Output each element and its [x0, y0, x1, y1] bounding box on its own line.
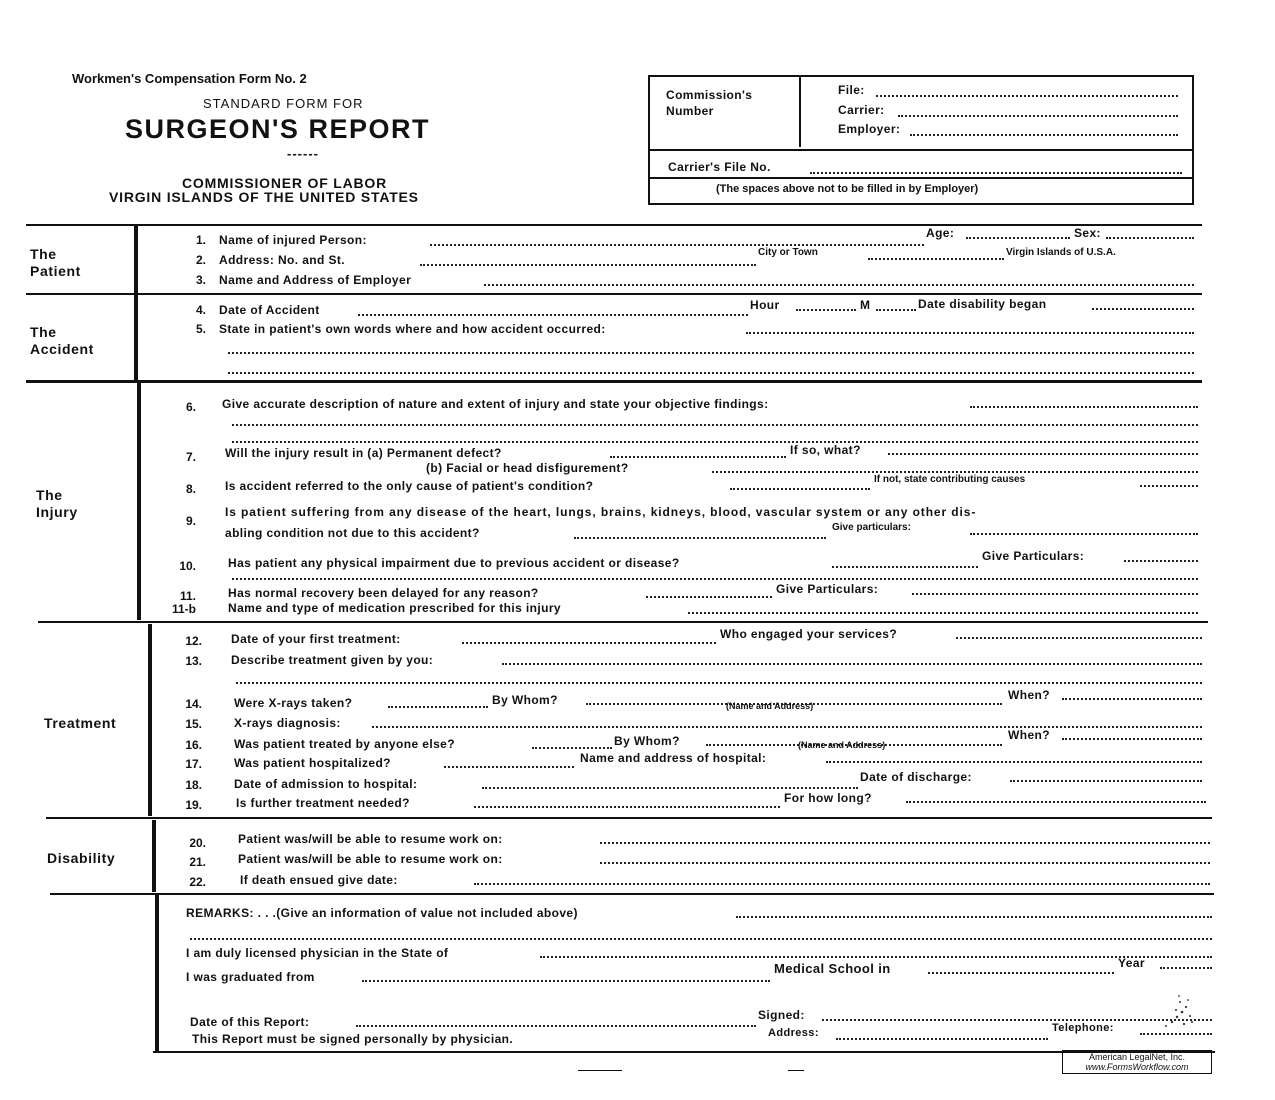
- treated-when-label: When?: [1008, 728, 1050, 742]
- item-number: 8.: [185, 482, 196, 496]
- xrays-taken-label: Were X-rays taken?: [234, 696, 353, 710]
- standard-form-for: STANDARD FORM FOR: [203, 96, 364, 111]
- discharge-date-label: Date of discharge:: [860, 770, 972, 784]
- title-dashes: ------: [287, 146, 319, 161]
- divider-accident: [26, 380, 1202, 383]
- must-sign-note: This Report must be signed personally by physician.: [192, 1032, 514, 1046]
- xrays-diagnosis-field[interactable]: [372, 726, 1202, 728]
- treated-else-label: Was patient treated by anyone else?: [234, 737, 455, 751]
- resume-work-field[interactable]: [600, 842, 1210, 844]
- divider-treatment: [46, 817, 1212, 819]
- carrier-file-no-field[interactable]: [810, 172, 1182, 174]
- treated-by-whom-label: By Whom?: [614, 734, 680, 748]
- section-accident-label: The Accident: [30, 324, 94, 357]
- permanent-defect-field[interactable]: [610, 456, 786, 458]
- bottom-mark: [578, 1070, 622, 1071]
- treatment-given-line-2[interactable]: [236, 682, 1202, 684]
- disease-label: Is patient suffering from any disease of the heart, lungs, brains, kidneys, blood, vascular system or any other dis-: [225, 505, 977, 519]
- city-label: City or Town: [758, 247, 818, 258]
- age-label: Age:: [926, 226, 955, 240]
- disfigurement-field[interactable]: [712, 471, 1198, 473]
- resume-work-2-label: Patient was/will be able to resume work on:: [238, 852, 503, 866]
- sex-label: Sex:: [1074, 226, 1101, 240]
- who-engaged-label: Who engaged your services?: [720, 627, 898, 641]
- section-treatment-label: Treatment: [44, 715, 117, 731]
- divider-bottom: [153, 1051, 1215, 1053]
- injured-person-label: Name of injured Person:: [219, 233, 367, 247]
- item-number: 7.: [185, 450, 196, 464]
- virgin-islands-label: VIRGIN ISLANDS OF THE UNITED STATES: [109, 189, 419, 205]
- xrays-diagnosis-label: X-rays diagnosis:: [234, 716, 341, 730]
- item-number: 16.: [185, 738, 202, 752]
- remarks-field[interactable]: [736, 916, 1212, 918]
- item-number: 10.: [179, 559, 196, 573]
- accident-description-label: State in patient's own words where and how accident occurred:: [219, 322, 606, 336]
- hospitalized-label: Was patient hospitalized?: [234, 756, 391, 770]
- employer-field[interactable]: [910, 134, 1178, 136]
- hour-label: Hour: [750, 298, 780, 312]
- divider-disability: [50, 893, 1214, 895]
- injury-description-line-3[interactable]: [232, 441, 1198, 443]
- only-cause-label: Is accident referred to the only cause of patient's condition?: [225, 479, 594, 493]
- employer-label: Employer:: [838, 122, 901, 136]
- item-number: 6.: [185, 400, 196, 414]
- city-field[interactable]: [868, 258, 1004, 260]
- death-date-field[interactable]: [474, 883, 1210, 885]
- disability-began-label: Date disability began: [918, 297, 1047, 311]
- telephone-label: Telephone:: [1052, 1022, 1114, 1034]
- date-of-report-field[interactable]: [356, 1025, 756, 1027]
- item-number: 11-b: [171, 602, 196, 616]
- commissioner-label: COMMISSIONER OF LABOR: [182, 175, 388, 191]
- hospitalized-field[interactable]: [444, 766, 574, 768]
- particulars-10-label: Give Particulars:: [982, 549, 1085, 563]
- resume-work-label: Patient was/will be able to resume work on:: [238, 832, 503, 846]
- left-border-injury: [137, 382, 141, 620]
- item-number: 21.: [189, 855, 206, 869]
- xrays-taken-field[interactable]: [388, 706, 488, 708]
- item-number: 13.: [185, 654, 202, 668]
- first-treatment-label: Date of your first treatment:: [231, 632, 401, 646]
- medical-school-label: Medical School in: [774, 961, 891, 976]
- particulars-label: Give particulars:: [832, 522, 911, 533]
- xrays-by-whom-label: By Whom?: [492, 693, 558, 707]
- particulars-field[interactable]: [970, 533, 1198, 535]
- contributing-causes-label: If not, state contributing causes: [874, 474, 1026, 485]
- recovery-label: Has normal recovery been delayed for any reason?: [228, 586, 539, 600]
- meridian-field[interactable]: [876, 309, 916, 311]
- if-so-field[interactable]: [888, 453, 1198, 455]
- contributing-causes-field[interactable]: [1140, 485, 1198, 487]
- bottom-mark-2: [788, 1070, 804, 1071]
- particulars-11-label: Give Particulars:: [776, 582, 879, 596]
- medical-school-field[interactable]: [928, 972, 1114, 974]
- section-disability-label: Disability: [47, 850, 116, 866]
- year-label: Year: [1118, 956, 1145, 970]
- section-patient-label: The Patient: [30, 246, 81, 279]
- treatment-given-label: Describe treatment given by you:: [231, 653, 434, 667]
- item-number: 19.: [185, 798, 202, 812]
- street-field[interactable]: [420, 264, 756, 266]
- admission-date-field[interactable]: [482, 787, 858, 789]
- left-border-upper: [134, 226, 138, 380]
- particulars-11-field[interactable]: [912, 593, 1198, 595]
- address-label: Address: No. and St.: [219, 253, 346, 267]
- sex-field[interactable]: [1106, 237, 1194, 239]
- left-border-treatment: [148, 624, 152, 816]
- age-field[interactable]: [966, 237, 1070, 239]
- recovery-field[interactable]: [646, 596, 772, 598]
- commission-number-label-2: Number: [666, 104, 714, 118]
- brand-line-2: www.FormsWorkflow.com: [1085, 1062, 1189, 1072]
- accident-description-line-2[interactable]: [228, 352, 1194, 354]
- injury-description-label: Give accurate description of nature and extent of injury and state your objective findings:: [222, 397, 769, 411]
- virgin-islands-usa-label: Virgin Islands of U.S.A.: [1006, 247, 1116, 258]
- hour-field[interactable]: [796, 309, 856, 311]
- further-treatment-label: Is further treatment needed?: [236, 796, 410, 810]
- licensed-physician-label: I am duly licensed physician in the State of: [186, 946, 449, 960]
- particulars-10-field[interactable]: [1124, 560, 1198, 562]
- hospital-name-label: Name and address of hospital:: [580, 751, 767, 765]
- disease-field[interactable]: [574, 537, 826, 539]
- page-title: SURGEON'S REPORT: [125, 114, 430, 144]
- section-injury-label: The Injury: [36, 487, 78, 520]
- xrays-when-label: When?: [1008, 688, 1050, 702]
- signed-label: Signed:: [758, 1008, 805, 1022]
- form-number: Workmen's Compensation Form No. 2: [72, 71, 307, 86]
- item-number: 14.: [185, 697, 202, 711]
- item-number: 15.: [185, 717, 202, 731]
- item-number: 1.: [195, 233, 206, 247]
- how-long-label: For how long?: [784, 791, 872, 805]
- item-number: 4.: [195, 303, 206, 317]
- first-treatment-field[interactable]: [462, 642, 716, 644]
- accident-description-field[interactable]: [746, 332, 1194, 334]
- how-long-field[interactable]: [906, 801, 1206, 803]
- treated-else-field[interactable]: [532, 747, 612, 749]
- impairment-label: Has patient any physical impairment due to previous accident or disease?: [228, 556, 680, 570]
- if-so-label: If so, what?: [790, 443, 861, 457]
- divider-patient: [26, 293, 1202, 295]
- file-field[interactable]: [876, 95, 1178, 97]
- who-engaged-field[interactable]: [956, 637, 1202, 639]
- divider-top: [26, 224, 1202, 226]
- carrier-field[interactable]: [898, 115, 1178, 117]
- medication-label: Name and type of medication prescribed for this injury: [228, 601, 561, 615]
- signature-mark-icon: [1152, 972, 1212, 1032]
- left-border-disability: [152, 820, 156, 892]
- impairment-field[interactable]: [832, 566, 978, 568]
- death-date-label: If death ensued give date:: [240, 873, 398, 887]
- meridian-label: M: [860, 298, 871, 312]
- accident-date-label: Date of Accident: [219, 303, 320, 317]
- graduated-from-field[interactable]: [362, 980, 770, 982]
- commission-number-label: Commission's: [666, 88, 753, 102]
- item-number: 20.: [189, 836, 206, 850]
- employer-name-label: Name and Address of Employer: [219, 273, 412, 287]
- date-of-report-label: Date of this Report:: [190, 1015, 310, 1029]
- item-number: 3.: [195, 273, 206, 287]
- resume-work-2-field[interactable]: [600, 862, 1210, 864]
- medication-field[interactable]: [688, 612, 1198, 614]
- brand-line-1: American LegalNet, Inc.: [1088, 1052, 1186, 1062]
- accident-description-line-3[interactable]: [228, 372, 1194, 374]
- xrays-when-field[interactable]: [1062, 698, 1202, 700]
- accident-date-field[interactable]: [358, 314, 748, 316]
- employer-name-field[interactable]: [484, 284, 1194, 286]
- year-field[interactable]: [1160, 967, 1212, 969]
- particulars-10-line-2[interactable]: [232, 578, 1198, 580]
- item-number: 22.: [189, 875, 206, 889]
- treated-when-field[interactable]: [1062, 738, 1202, 740]
- address-footer-label: Address:: [768, 1027, 819, 1039]
- further-treatment-field[interactable]: [474, 806, 780, 808]
- injury-description-line-2[interactable]: [232, 424, 1198, 426]
- graduated-from-label: I was graduated from: [186, 970, 315, 984]
- only-cause-field[interactable]: [730, 488, 870, 490]
- brand-box: [1062, 1050, 1212, 1074]
- treated-name-address-hint: (Name and Address): [798, 740, 886, 750]
- admission-date-label: Date of admission to hospital:: [234, 777, 418, 791]
- disfigurement-label: (b) Facial or head disfigurement?: [426, 461, 629, 475]
- treatment-given-field[interactable]: [502, 663, 1202, 665]
- divider-injury: [38, 621, 1208, 623]
- carrier-file-no-label: Carrier's File No.: [668, 160, 771, 174]
- file-label: File:: [838, 83, 865, 97]
- licensed-state-field[interactable]: [540, 956, 1212, 958]
- left-border-remarks: [155, 894, 159, 1052]
- carrier-label: Carrier:: [838, 103, 885, 117]
- box-note: (The spaces above not to be filled in by Employer): [716, 183, 979, 195]
- discharge-date-field[interactable]: [1010, 780, 1202, 782]
- item-number: 17.: [185, 757, 202, 771]
- item-number: 11.: [179, 589, 196, 603]
- disability-began-field[interactable]: [1092, 308, 1194, 310]
- item-number: 9.: [185, 514, 196, 528]
- injured-person-field[interactable]: [430, 244, 924, 246]
- telephone-field[interactable]: [1140, 1033, 1212, 1035]
- item-number: 2.: [195, 253, 206, 267]
- xrays-name-address-hint: (Name and Address): [726, 701, 814, 711]
- item-number: 12.: [185, 634, 202, 648]
- item-number: 18.: [185, 778, 202, 792]
- remarks-line-2[interactable]: [190, 938, 1212, 940]
- injury-description-field[interactable]: [970, 406, 1198, 408]
- hospital-name-field[interactable]: [826, 761, 1202, 763]
- item-number: 5.: [195, 322, 206, 336]
- permanent-defect-label: Will the injury result in (a) Permanent defect?: [225, 446, 502, 460]
- address-footer-field[interactable]: [836, 1038, 1048, 1040]
- remarks-label: REMARKS: . . .(Give an information of value not included above): [186, 906, 578, 920]
- disease-label-2: abling condition not due to this accident?: [225, 526, 480, 540]
